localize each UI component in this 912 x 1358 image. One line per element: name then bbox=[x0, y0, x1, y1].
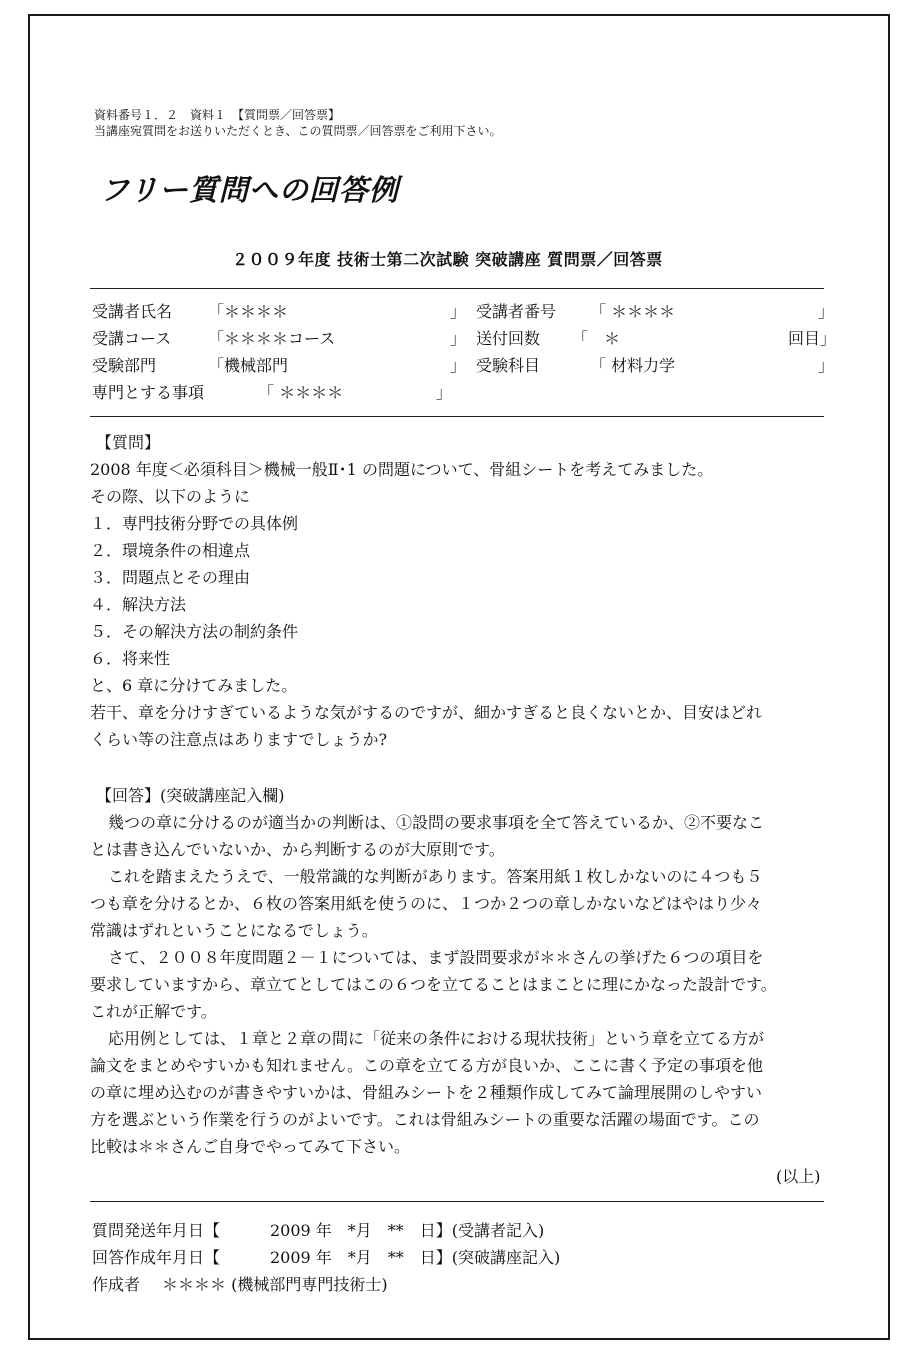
divider-top bbox=[90, 288, 824, 289]
subject-close: 」 bbox=[818, 356, 835, 375]
sent-date-value: 2009 年 *月 ** 日】(受講者記入) bbox=[270, 1221, 545, 1240]
name-label: 受講者氏名 bbox=[92, 302, 173, 321]
question-line: と、6 章に分けてみました。 bbox=[90, 676, 298, 695]
question-line: ４．解決方法 bbox=[90, 595, 187, 614]
question-line: ５．その解決方法の制約条件 bbox=[90, 622, 299, 641]
sent-date-label: 質問発送年月日【 bbox=[92, 1221, 221, 1240]
specialty-close: 」 bbox=[436, 383, 453, 402]
answer-line: 応用例としては、１章と２章の間に「従来の条件における現状技術」という章を立てる方が bbox=[108, 1029, 765, 1048]
name-close: 」 bbox=[450, 302, 467, 321]
number-label: 受講者番号 bbox=[476, 302, 557, 321]
answer-line: 幾つの章に分けるのが適当かの判断は、①設問の要求事項を全て答えているか、②不要なこ bbox=[108, 813, 765, 832]
answer-body bbox=[90, 809, 777, 1160]
question-line: ２．環境条件の相違点 bbox=[90, 541, 251, 560]
dept-close: 」 bbox=[450, 356, 467, 375]
subject-value: 「 材料力学 bbox=[590, 356, 676, 375]
author-label: 作成者 bbox=[92, 1275, 141, 1294]
divider-fields bbox=[90, 416, 824, 417]
divider-footer bbox=[90, 1201, 824, 1202]
dept-value: 「機械部門 bbox=[208, 356, 289, 375]
question-body bbox=[90, 456, 762, 753]
course-label: 受講コース bbox=[92, 329, 172, 348]
reply-date-label: 回答作成年月日【 bbox=[92, 1248, 221, 1267]
count-value: 「 ＊ bbox=[572, 329, 621, 348]
number-close: 」 bbox=[818, 302, 835, 321]
number-value: 「 ＊＊＊＊ bbox=[590, 302, 676, 321]
question-line: くらい等の注意点はありますでしょうか? bbox=[90, 730, 388, 749]
answer-line: 論文をまとめやすいかも知れません。この章を立てる方が良いか、ここに書く予定の事項を他 bbox=[90, 1056, 763, 1075]
question-line: 若干、章を分けすぎているような気がするのですが、細かすぎると良くないとか、目安はどれ bbox=[90, 703, 763, 722]
answer-line: つも章を分けるとか、６枚の答案用紙を使うのに、１つか２つの章しかないなどはやはり少々 bbox=[90, 894, 763, 913]
page-title: フリー質問への回答例 bbox=[100, 173, 399, 207]
answer-line: とは書き込んでいないか、から判断するのが大原則です。 bbox=[90, 840, 505, 859]
usage-instruction: 当講座宛質問をお送りいただくとき、この質問票／回答票をご利用下さい。 bbox=[94, 124, 502, 138]
document-reference: 資料番号１．２ 資料１ 【質問票／回答票】 bbox=[94, 108, 341, 122]
answer-line: の章に埋め込むのが書きやすいかは、骨組みシートを２種類作成してみて論理展開のしやすい bbox=[90, 1083, 763, 1102]
name-value: 「＊＊＊＊ bbox=[208, 302, 289, 321]
answer-line: これが正解です。 bbox=[90, 1002, 217, 1021]
answer-line: 比較は＊＊さんご自身でやってみて下さい。 bbox=[90, 1137, 411, 1156]
course-value: 「＊＊＊＊コース bbox=[208, 329, 336, 348]
question-heading: 【質問】 bbox=[96, 433, 161, 452]
answer-line: さて、２００８年度問題２－１については、まず設問要求が＊＊さんの挙げた６つの項目を bbox=[108, 948, 764, 967]
answer-line: 要求していますから、章立てとしてはこの６つを立てることはまことに理にかなった設計です。 bbox=[90, 975, 777, 994]
specialty-value: 「 ＊＊＊＊ bbox=[258, 383, 344, 402]
count-label: 送付回数 bbox=[476, 329, 541, 348]
answer-line: 方を選ぶという作業を行うのがよいです。これは骨組みシートの重要な活躍の場面です。この bbox=[90, 1110, 760, 1129]
form-subtitle: ２００９年度 技術士第二次試験 突破講座 質問票／回答票 bbox=[232, 250, 663, 269]
author-value: ＊＊＊＊ (機械部門専門技術士) bbox=[162, 1275, 388, 1294]
answer-heading: 【回答】(突破講座記入欄) bbox=[96, 786, 285, 805]
course-close: 」 bbox=[450, 329, 467, 348]
subject-label: 受験科目 bbox=[476, 356, 541, 375]
question-line: １．専門技術分野での具体例 bbox=[90, 514, 299, 533]
specialty-label: 専門とする事項 bbox=[92, 383, 205, 402]
closing-mark: (以上) bbox=[776, 1167, 821, 1186]
question-line: ６．将来性 bbox=[90, 649, 171, 668]
answer-line: これを踏まえたうえで、一般常識的な判断があります。答案用紙１枚しかないのに４つも５ bbox=[108, 867, 763, 886]
question-line: その際、以下のように bbox=[90, 487, 251, 506]
count-suffix: 回目」 bbox=[788, 329, 837, 348]
reply-date-value: 2009 年 *月 ** 日】(突破講座記入) bbox=[270, 1248, 561, 1267]
question-line: 2008 年度＜必須科目＞機械一般Ⅱ･1 の問題について、骨組シートを考えてみました。 bbox=[90, 460, 714, 479]
answer-line: 常識はずれということになるでしょう。 bbox=[90, 921, 378, 940]
dept-label: 受験部門 bbox=[92, 356, 157, 375]
question-line: ３．問題点とその理由 bbox=[90, 568, 251, 587]
